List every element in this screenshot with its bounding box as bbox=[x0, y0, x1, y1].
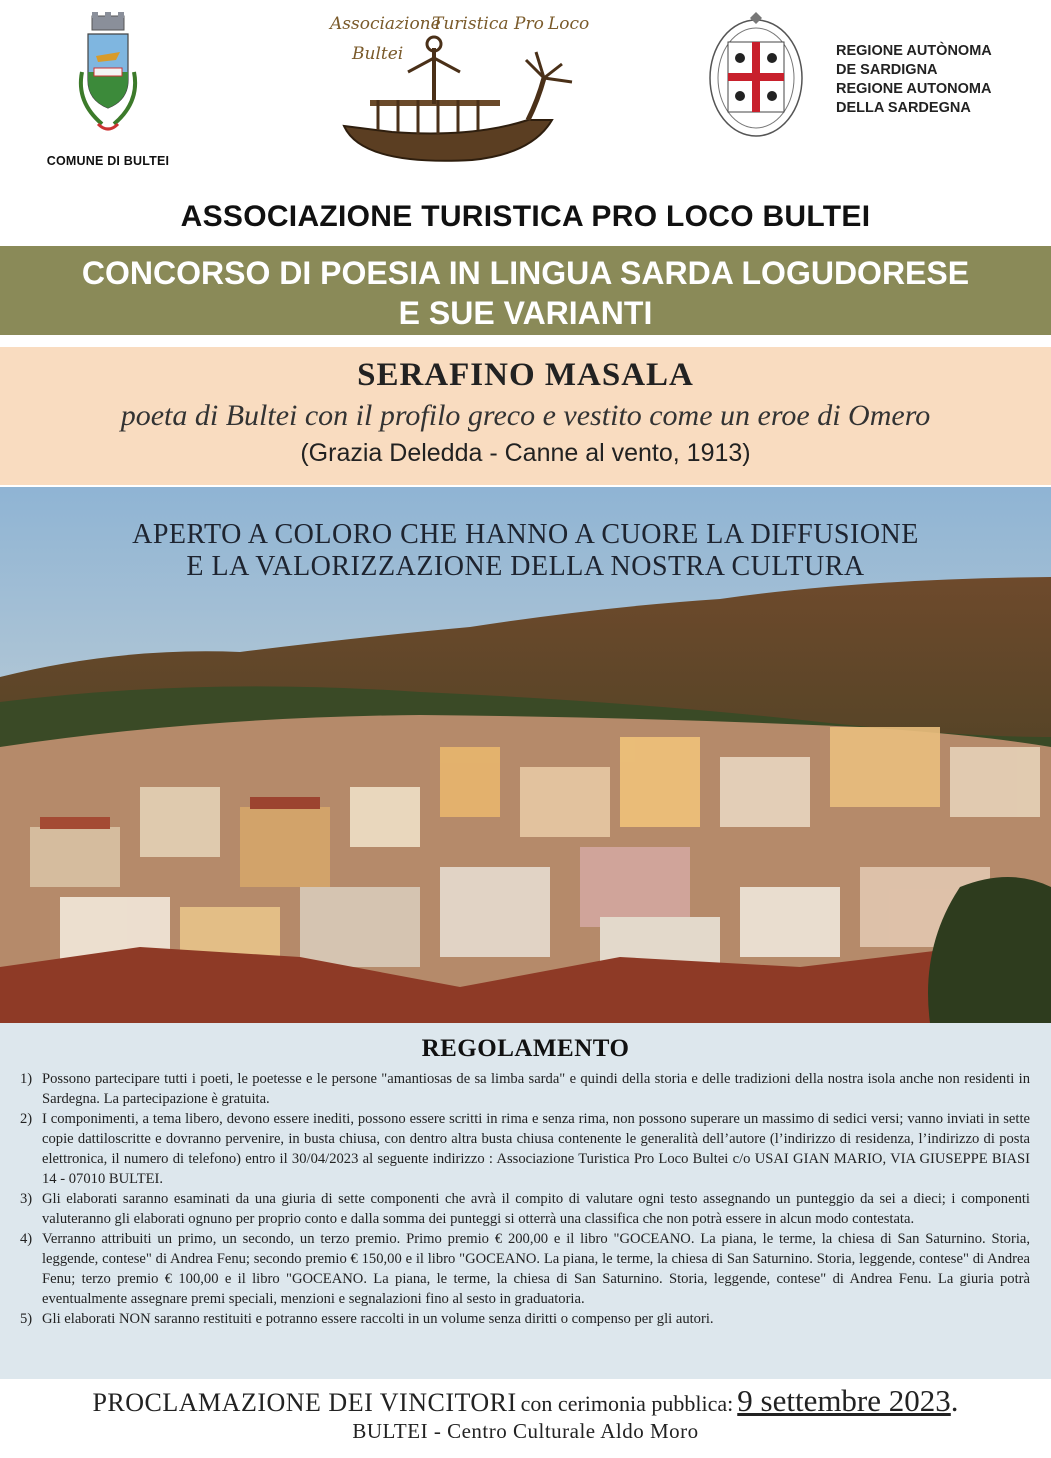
proclamation-footer bbox=[0, 1379, 1051, 1458]
regione-line: DE SARDIGNA bbox=[836, 62, 938, 78]
contest-title-line1: CONCORSO DI POESIA IN LINGUA SARDA LOGUDORESE bbox=[81, 255, 970, 291]
proclamation-label: PROCLAMAZIONE DEI VINCITORI bbox=[92, 1388, 517, 1417]
rule-item bbox=[20, 1309, 1030, 1329]
proloco-logo-bultei: Bultei bbox=[352, 44, 404, 64]
venue-line: BULTEI - Centro Culturale Aldo Moro bbox=[352, 1419, 699, 1443]
proloco-logo bbox=[322, 8, 592, 178]
regione-line: REGIONE AUTONOMA bbox=[836, 81, 992, 97]
comune-coat-of-arms-icon bbox=[58, 12, 158, 142]
rule-item bbox=[20, 1229, 1030, 1309]
poet-citation: (Grazia Deledda - Canne al vento, 1913) bbox=[300, 439, 751, 467]
rule-number: 3) bbox=[20, 1191, 33, 1207]
regione-line: DELLA SARDEGNA bbox=[836, 100, 971, 116]
date-period: . bbox=[950, 1383, 959, 1418]
contest-title-band bbox=[0, 246, 1051, 335]
proloco-logo-word: Loco bbox=[548, 14, 590, 34]
contest-title-line2: E SUE VARIANTI bbox=[398, 295, 653, 331]
rule-number: 1) bbox=[20, 1071, 33, 1087]
rule-text: I componimenti, a tema libero, devono essere inediti, possono essere scritti in rima e senza rima, non possono superare un massimo di sedici versi; vanno inviati in sette copie dattiloscritte e dovranno pervenire, in busta chiusa, con dentro altra busta chiusa contenente le generalità dell’autore (l’indirizzo di residenza, l’indirizzo di posta elettronica, il numero di telefono) entro il 30/04/2023 al seguente indirizzo : Associazione Turistica Pro Loco Bultei c/o USAI GIAN MARIO, VIA GIUSEPPE BIASI 14 - 07010 BULTEI. bbox=[42, 1111, 1030, 1187]
proclamation-date: 9 settembre 2023 bbox=[737, 1383, 951, 1418]
regolamento-list bbox=[20, 1069, 1030, 1329]
rule-text: Gli elaborati NON saranno restituiti e potranno essere raccolti in un volume senza diritti o compenso per gli autori. bbox=[42, 1311, 714, 1327]
proloco-logo-word: Associazione bbox=[330, 14, 441, 34]
comune-label: COMUNE DI BULTEI bbox=[46, 154, 170, 168]
rule-text: Possono partecipare tutti i poeti, le poetesse e le persone "amantiosas de sa limba sarda" e quindi della storia e delle tradizioni della nostra isola anche non residenti in Sardegna. La partecipazione è gratuita. bbox=[42, 1071, 1030, 1107]
photo-caption-line2: E LA VALORIZZAZIONE DELLA NOSTRA CULTURA bbox=[186, 551, 865, 582]
association-title: ASSOCIAZIONE TURISTICA PRO LOCO BULTEI bbox=[180, 200, 871, 233]
rule-number: 5) bbox=[20, 1311, 33, 1327]
rule-text: Gli elaborati saranno esaminati da una giuria di sette componenti che avrà il compito di valutare ogni testo assegnando un punteggio da sei a dieci; i componenti valuteranno gli elaborati ognuno per proprio conto e dalla somma dei punteggi si otterrà una classifica che non potrà essere in alcun modo contestata. bbox=[42, 1191, 1030, 1227]
regolamento-section bbox=[0, 1023, 1051, 1379]
ceremony-label: con cerimonia pubblica: bbox=[520, 1391, 734, 1416]
photo-caption-line1: APERTO A COLORO CHE HANNO A CUORE LA DIFFUSIONE bbox=[132, 519, 919, 550]
regione-line: REGIONE AUTÒNOMA bbox=[836, 43, 992, 59]
regione-name bbox=[836, 42, 992, 118]
rule-number: 4) bbox=[20, 1231, 33, 1247]
poet-band bbox=[0, 347, 1051, 485]
rule-number: 2) bbox=[20, 1111, 33, 1127]
rule-item bbox=[20, 1189, 1030, 1229]
rule-text: Verranno attribuiti un primo, un secondo, un terzo premio. Primo premio € 200,00 e il libro "GOCEANO. La piana, le terme, la chiesa di San Saturnino. Storia, leggende, contese" di Andrea Fenu; secondo premio € 150,00 e il libro "GOCEANO. La piana, le terme, la chiesa di San Saturnino. Storia, leggende, contese" di Andrea Fenu; terzo premio € 100,00 e il libro "GOCEANO. La piana, le terme, la chiesa di San Saturnino. Storia, leggende, contese" di Andrea Fenu. La giuria potrà eventualmente assegnare premi speciali, menzioni e segnalazioni fino al sesto in graduatoria. bbox=[42, 1231, 1030, 1307]
poet-description: poeta di Bultei con il profilo greco e vestito come un eroe di Omero bbox=[120, 399, 931, 432]
photo-caption bbox=[0, 519, 1051, 583]
poet-name: SERAFINO MASALA bbox=[357, 357, 694, 393]
proloco-logo-word: Pro bbox=[514, 14, 544, 34]
village-photo bbox=[0, 487, 1051, 1023]
comune-logo bbox=[38, 12, 178, 177]
rule-item bbox=[20, 1069, 1030, 1109]
rule-item bbox=[20, 1109, 1030, 1189]
regolamento-title: REGOLAMENTO bbox=[421, 1035, 630, 1062]
proloco-logo-word: Turistica bbox=[432, 14, 509, 34]
sardinia-coat-of-arms-icon bbox=[706, 12, 806, 142]
proclamation-line bbox=[0, 1383, 1051, 1419]
nuragic-boat-icon bbox=[322, 8, 592, 178]
regione-logo bbox=[706, 12, 1036, 147]
